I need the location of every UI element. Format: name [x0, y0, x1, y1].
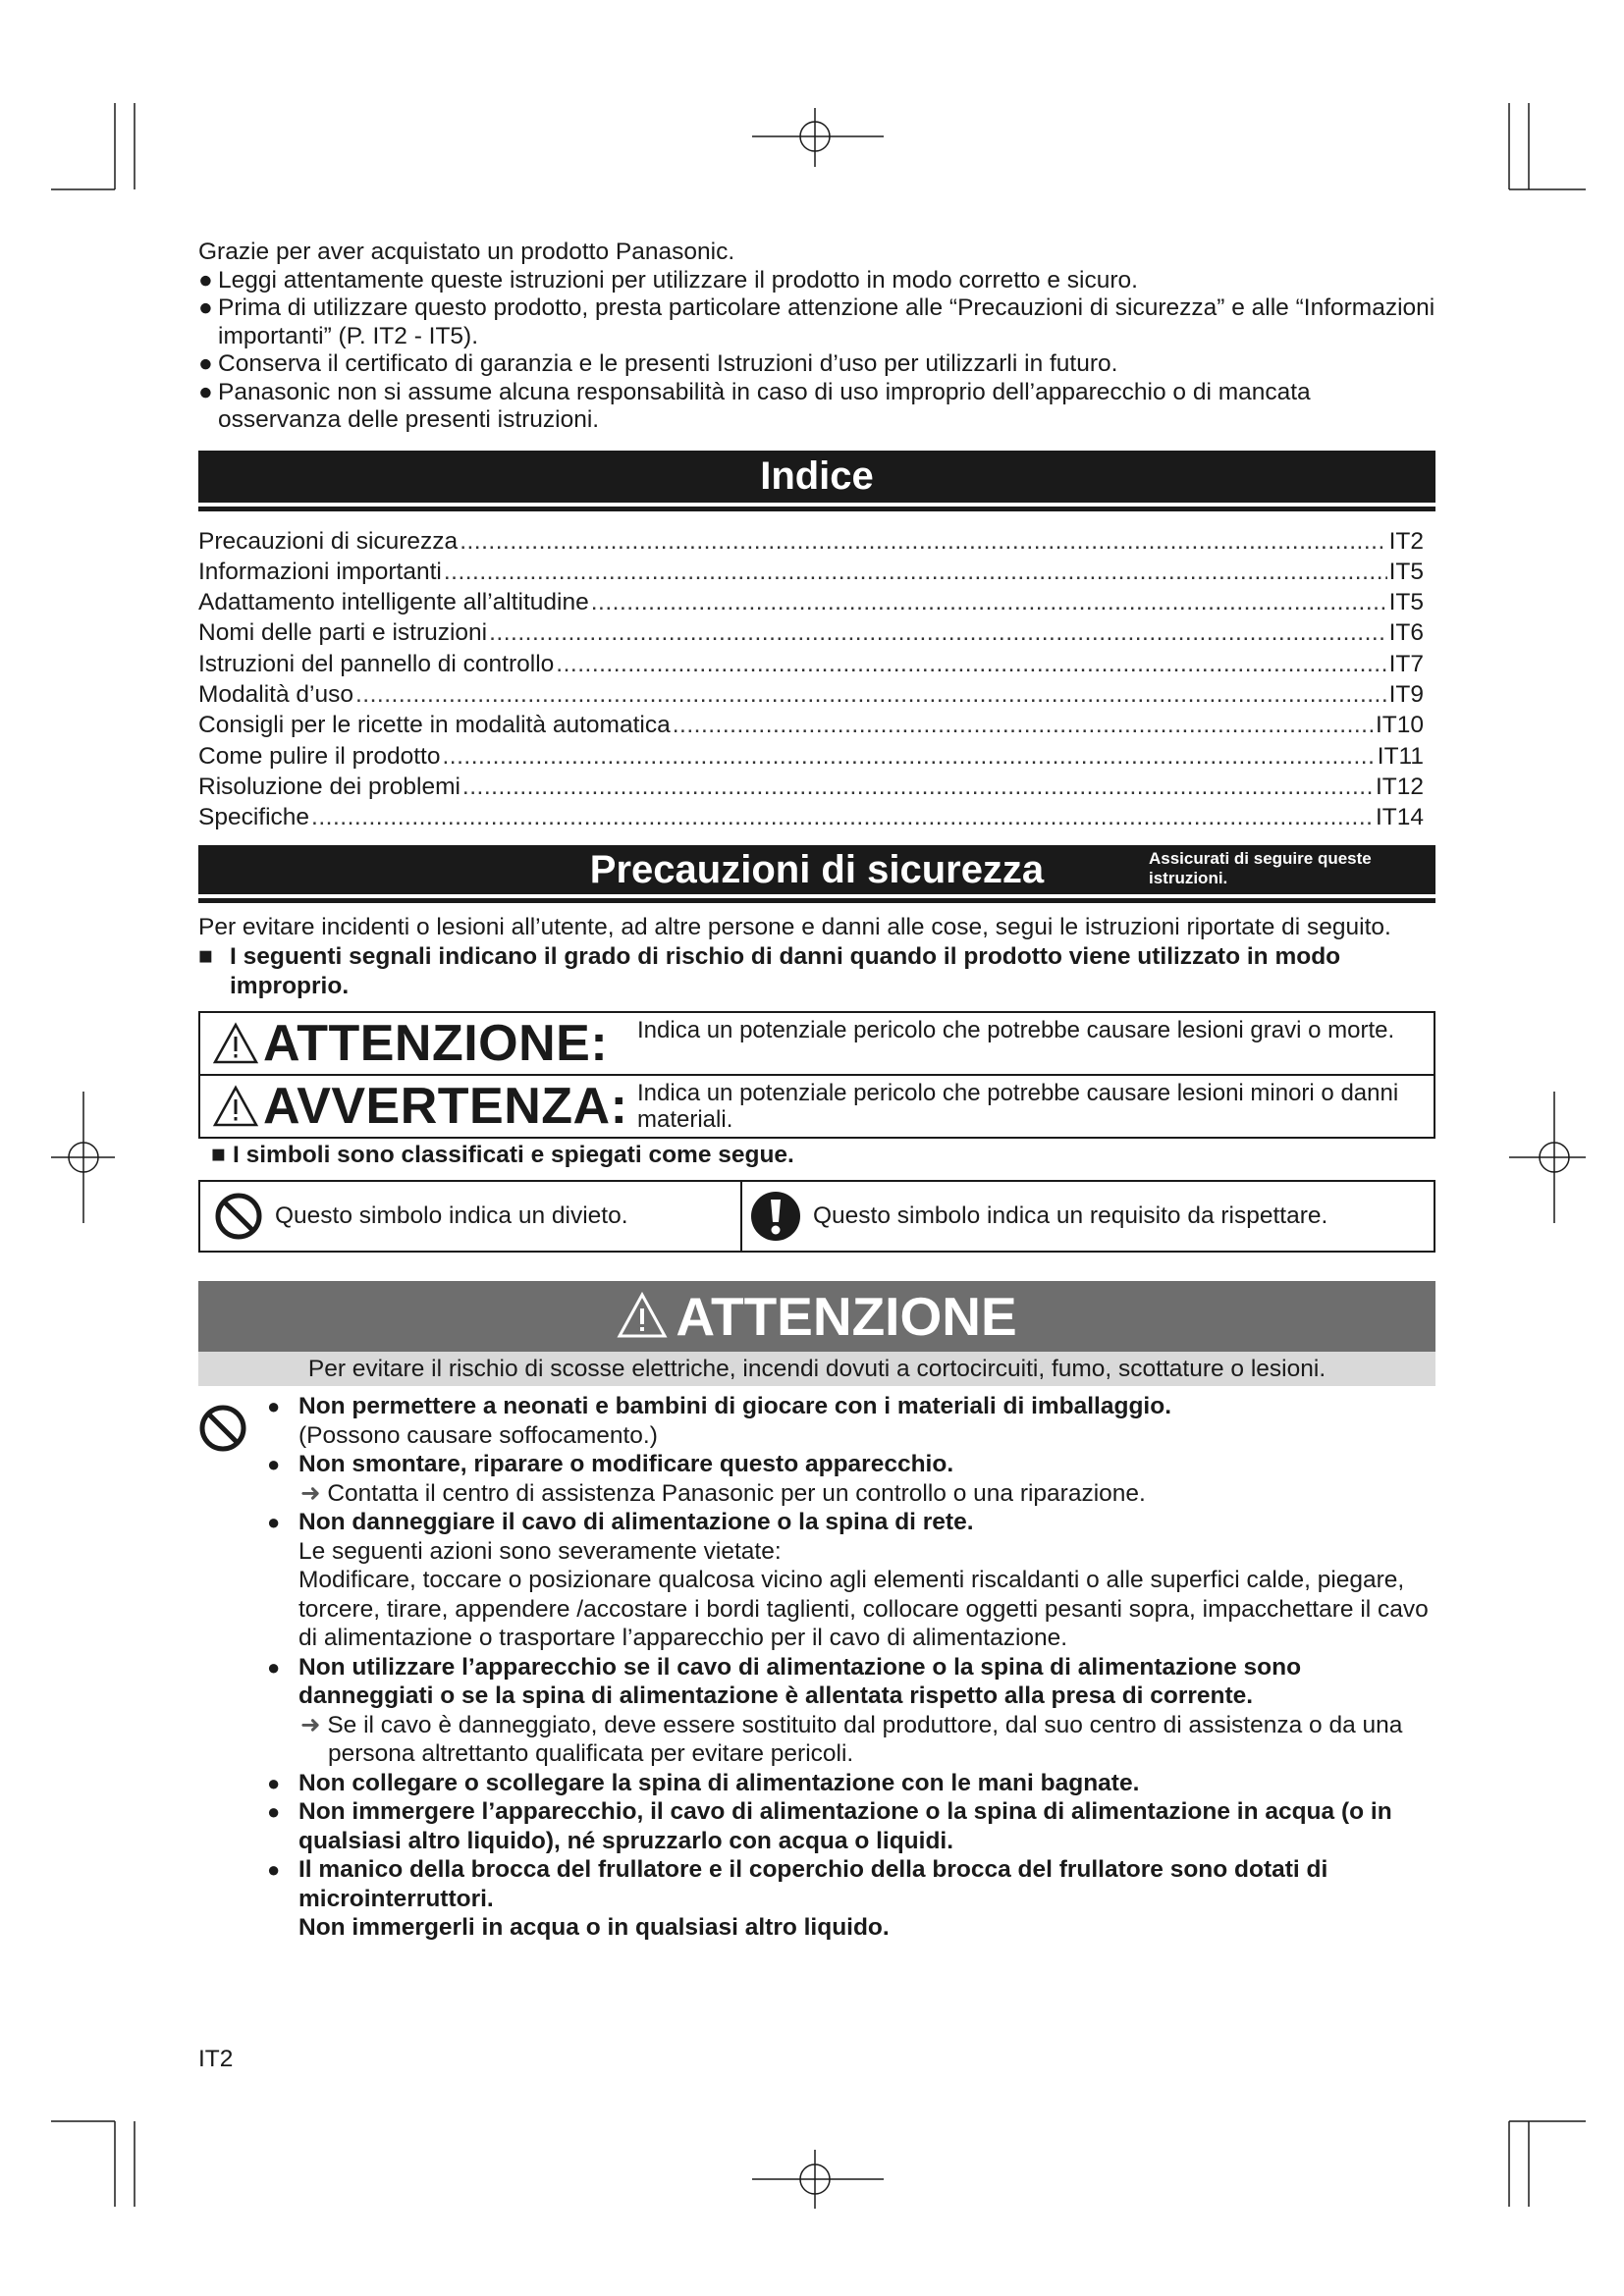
toc-entry[interactable]: Risoluzione dei problemi ..... IT12	[198, 772, 1424, 802]
list-item: ● Non collegare o scollegare la spina di alimentazione con le mani bagnate.	[267, 1769, 1140, 1796]
toc-entry[interactable]: Adattamento intelligente all’altitudine ..... IT5	[198, 587, 1424, 617]
prohibition-icon	[198, 1404, 247, 1453]
list-item: ● Non permettere a neonati e bambini di giocare con i materiali di imballaggio. (Possono causare soffocamento.)	[267, 1393, 1171, 1449]
list-item: ● Non utilizzare l’apparecchio se il cavo di alimentazione o la spina di alimentazione sono danneggiati o se la spina di alimentazione è allentata rispetto alla presa di corrente. ➜ Se il cavo è danneggiato, deve essere sostituito dal produttore, dal suo centro di assistenza o da una persona altrettanto qualificata per evitare pericoli.	[267, 1653, 1403, 1768]
signal-desc: Indica un potenziale pericolo che potrebbe causare lesioni gravi o morte.	[637, 1017, 1395, 1044]
index-title: Indice	[198, 451, 1435, 503]
intro-bullet: ● Leggi attentamente queste istruzioni per utilizzare il prodotto in modo corretto e sicuro.	[198, 266, 1138, 294]
arrow-icon: ➜	[300, 1479, 328, 1507]
warning-triangle-icon	[617, 1292, 668, 1339]
signals-heading: ■ I seguenti segnali indicano il grado di rischio di danni quando il prodotto viene utilizzato in modo improprio.	[198, 943, 1341, 1000]
toc-entry[interactable]: Nomi delle parti e istruzioni ..... IT6	[198, 617, 1424, 648]
intro	[198, 239, 1435, 435]
toc-entry[interactable]: Come pulire il prodotto ..... IT11	[198, 741, 1424, 772]
warning-subtitle: Per evitare il rischio di scosse elettriche, incendi dovuti a cortocircuiti, fumo, scottature o lesioni.	[198, 1352, 1435, 1386]
safety-note: Assicurati di seguire queste istruzioni.	[1149, 849, 1372, 888]
warning-triangle-icon	[212, 1085, 259, 1128]
page-content	[198, 239, 1435, 1943]
warning-side-icon-wrap	[198, 1392, 267, 1943]
signal-label: ATTENZIONE:	[200, 1013, 637, 1074]
intro-bullet: ● Panasonic non si assume alcuna responsabilità in caso di uso improprio dell’apparecchio o di mancata osservanza delle presenti istruzioni.	[198, 378, 1311, 433]
warning-title: ATTENZIONE	[676, 1286, 1017, 1348]
list-item: ● Non smontare, riparare o modificare questo apparecchio. ➜ Contatta il centro di assistenza Panasonic per un controllo o una riparazione.	[267, 1451, 1146, 1507]
table-of-contents	[198, 526, 1424, 833]
toc-entry[interactable]: Precauzioni di sicurezza ..... IT2	[198, 526, 1424, 557]
warning-title-bar	[198, 1281, 1435, 1352]
toc-entry[interactable]: Specifiche ..... IT14	[198, 802, 1424, 832]
symbol-prohibition: Questo simbolo indica un divieto.	[200, 1182, 742, 1251]
toc-entry[interactable]: Informazioni importanti ..... IT5	[198, 557, 1424, 587]
signal-row-avvertenza	[200, 1074, 1434, 1137]
index-title-underline	[198, 507, 1435, 511]
prohibition-icon	[214, 1192, 263, 1241]
list-item: ● Non immergere l’apparecchio, il cavo di alimentazione o la spina di alimentazione in acqua (o in qualsiasi altro liquido), né spruzzarlo con acqua o liquidi.	[267, 1798, 1392, 1854]
signal-row-attenzione	[200, 1013, 1434, 1074]
safety-title-bar	[198, 845, 1435, 894]
symbols-table	[198, 1180, 1435, 1253]
toc-entry[interactable]: Istruzioni del pannello di controllo ..... IT7	[198, 649, 1424, 679]
square-bullet-icon: ■	[198, 943, 213, 971]
intro-bullet: ● Conserva il certificato di garanzia e le presenti Istruzioni d’uso per utilizzarli in futuro.	[198, 350, 1118, 377]
warning-section	[198, 1281, 1435, 1943]
signal-desc: Indica un potenziale pericolo che potrebbe causare lesioni minori o danni materiali.	[637, 1080, 1399, 1134]
symbol-mandatory: Questo simbolo indica un requisito da rispettare.	[742, 1182, 1434, 1251]
toc-entry[interactable]: Modalità d’uso ..... IT9	[198, 679, 1424, 710]
safety-title: Precauzioni di sicurezza	[589, 848, 1045, 892]
warning-triangle-icon	[212, 1022, 259, 1065]
intro-bullet: ● Prima di utilizzare questo prodotto, presta particolare attenzione alle “Precauzioni di sicurezza” e alle “Informazioni importanti” (P. IT2 - IT5).	[198, 294, 1435, 349]
safety-section	[198, 845, 1435, 1253]
arrow-icon: ➜	[300, 1711, 328, 1738]
signal-table	[198, 1011, 1435, 1139]
intro-thanks: Grazie per aver acquistato un prodotto Panasonic.	[198, 239, 735, 265]
square-bullet-icon: ■	[211, 1142, 226, 1169]
toc-entry[interactable]: Consigli per le ricette in modalità automatica ..... IT10	[198, 710, 1424, 740]
index-section	[198, 451, 1435, 833]
list-item: ● Non danneggiare il cavo di alimentazione o la spina di rete. Le seguenti azioni sono severamente vietate: Modificare, toccare o posizionare qualcosa vicino agli elementi riscaldanti o alle superfici calde, piegare, torcere, tirare, appendere /accostare i bordi taglienti, collocare oggetti pesanti sopra, impacchettare il cavo di alimentazione o trasportare l’apparecchio per il cavo di alimentazione.	[267, 1509, 1429, 1652]
safety-intro: Per evitare incidenti o lesioni all’utente, ad altre persone e danni alle cose, segui le istruzioni riportate di seguito.	[198, 914, 1391, 941]
mandatory-icon	[750, 1191, 801, 1242]
symbols-heading: ■ I simboli sono classificati e spiegati come segue.	[211, 1142, 794, 1169]
warning-list-wrap	[198, 1392, 1435, 1943]
safety-title-underline	[198, 898, 1435, 903]
list-item: ● Il manico della brocca del frullatore e il coperchio della brocca del frullatore sono dotati di microinterruttori. Non immergerli in acqua o in qualsiasi altro liquido.	[267, 1856, 1328, 1942]
warning-list	[267, 1392, 1435, 1943]
signal-label: AVVERTENZA:	[200, 1076, 637, 1137]
page-number: IT2	[198, 2046, 234, 2072]
